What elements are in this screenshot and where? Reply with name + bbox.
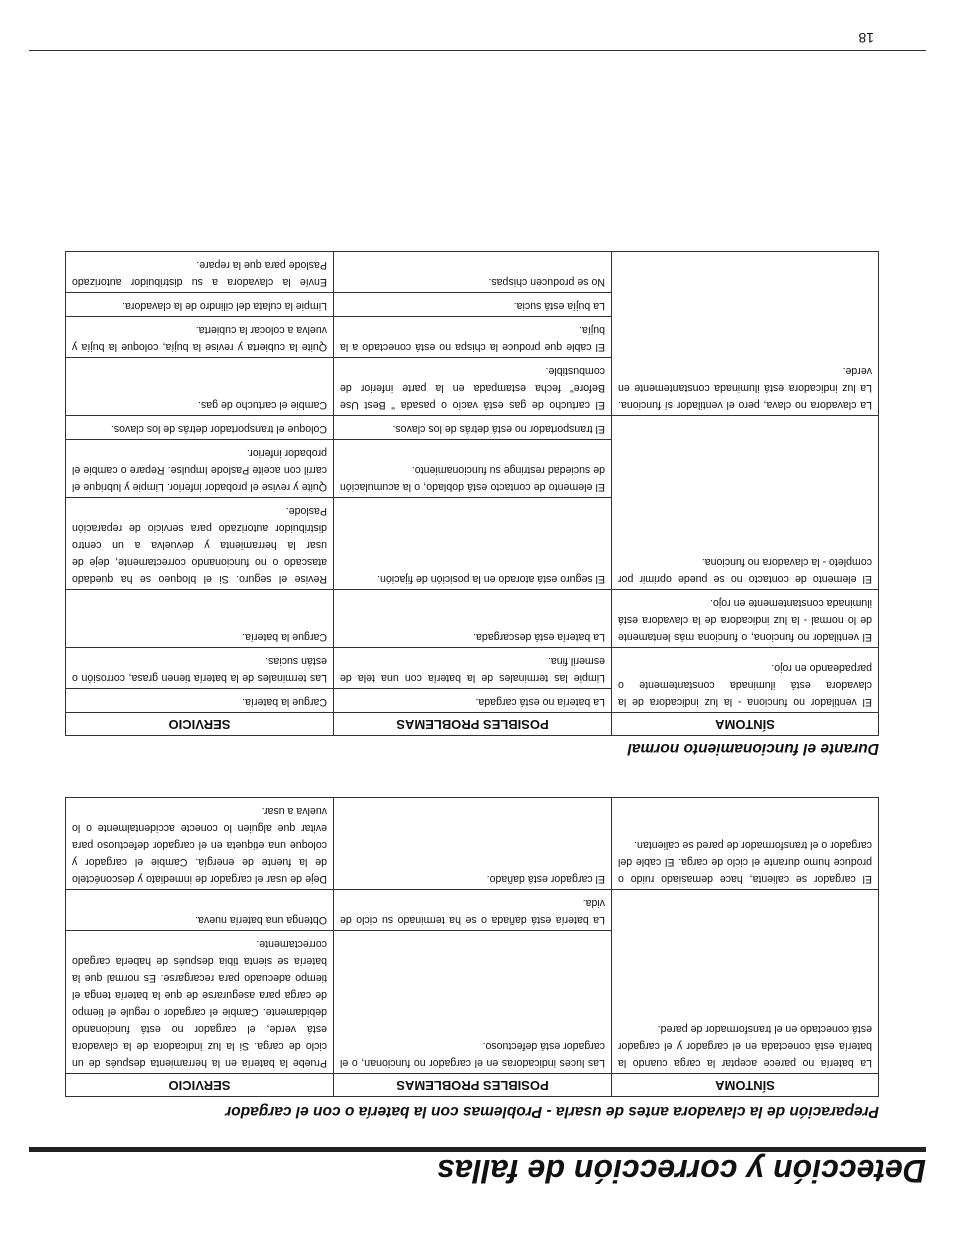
service-cell: Cargue la batería. xyxy=(66,590,334,648)
footer-rule xyxy=(29,50,926,51)
column-header-service: SERVICIO xyxy=(66,713,334,736)
service-cell: Envíe la clavadora a su distribuidor autorizado Paslode para que la repare. xyxy=(66,252,334,293)
service-cell: Obtenga una batería nueva. xyxy=(66,890,334,931)
table-row xyxy=(66,590,879,648)
symptom-cell: La batería no parece aceptar la carga cuando la batería está conectada en el cargador y el cargador está conectado en el transformador de pared. xyxy=(612,890,879,1074)
table-row xyxy=(66,798,879,890)
problem-cell: La batería no está cargada. xyxy=(334,689,612,713)
battery-charger-table xyxy=(65,797,879,1097)
service-cell: Quite la cubierta y revise la bujía, coloque la bujía y vuelva a colocar la cubierta. xyxy=(66,317,334,358)
service-cell: Quite y revise el probador inferior. Limpie y lubrique el carril con aceite Paslode Impulse. Repare o cambie el probador inferior. xyxy=(66,440,334,498)
problem-cell: El transportador no está detrás de los clavos. xyxy=(334,416,612,440)
problem-cell: La batería está descargada. xyxy=(334,590,612,648)
section-heading-battery: Preparación de la clavadora antes de usarla - Problemas con la batería o con el cargador xyxy=(225,1103,879,1120)
problem-cell: La batería está dañada o se ha terminado su ciclo de vida. xyxy=(334,890,612,931)
problem-cell: La bujía está sucia. xyxy=(334,293,612,317)
column-header-symptom: SÍNTOMA xyxy=(612,1074,879,1097)
problem-cell: Limpie las terminales de la batería con una tela de esmeril fina. xyxy=(334,648,612,689)
section-heading-normal-operation: Durante el funcionamiento normal xyxy=(627,740,879,757)
symptom-cell: La clavadora no clava, pero el ventilador sí funciona. La luz indicadora está iluminada constantemente en verde. xyxy=(612,252,879,416)
table-header-row xyxy=(66,713,879,736)
service-cell: Deje de usar el cargador de inmediato y desconéctelo de la fuente de energía. Cambie el cargador y coloque una etiqueta en el cargador defectuoso para evitar que alguien lo conecte accidentalmente o lo vuelva a usar. xyxy=(66,798,334,890)
problem-cell: Las luces indicadoras en el cargador no funcionan, o el cargador está defectuoso. xyxy=(334,931,612,1074)
symptom-cell: El ventilador no funciona - la luz indicadora de la clavadora está iluminada constantemente o parpadeando en rojo. xyxy=(612,648,879,713)
table-row xyxy=(66,689,879,713)
table-header-row xyxy=(66,1074,879,1097)
symptom-cell: El cargador se calienta, hace demasiado ruido o produce humo durante el ciclo de carga. El cable del cargador o el transformador de pared se calientan. xyxy=(612,798,879,890)
service-cell: Pruebe la batería en la herramienta después de un ciclo de carga. Si la luz indicadora de la clavadora está verde, el cargador no está funcionando debidamente. Cambie el cargador o regule el tiempo de carga para asegurarse de que la batería tenga el tiempo adecuado para recargarse. Es normal que la batería se sienta tibia después de haberla cargado correctamente. xyxy=(66,931,334,1074)
column-header-symptom: SÍNTOMA xyxy=(612,713,879,736)
page-number: 18 xyxy=(858,30,874,46)
table-row xyxy=(66,498,879,590)
problem-cell: No se producen chispas. xyxy=(334,252,612,293)
problem-cell: El elemento de contacto está doblado, o la acumulación de suciedad restringe su funcionamiento. xyxy=(334,440,612,498)
service-cell: Revise el seguro. Si el bloqueo se ha quedado atascado o no funcionando correctamente, deje de usar la herramienta y devuelva a un centro distribuidor autorizado para servicio de reparación Paslode. xyxy=(66,498,334,590)
column-header-problems: POSIBLES PROBLEMAS xyxy=(334,1074,612,1097)
service-cell: Cargue la batería. xyxy=(66,689,334,713)
table-row xyxy=(66,358,879,416)
problem-cell: El cable que produce la chispa no está conectado a la bujía. xyxy=(334,317,612,358)
service-cell: Cambie el cartucho de gas. xyxy=(66,358,334,416)
title-rule xyxy=(29,1147,926,1152)
service-cell: Las terminales de la batería tienen grasa, corrosión o están sucias. xyxy=(66,648,334,689)
symptom-cell: El ventilador no funciona, o funciona más lentamente de lo normal - la luz indicadora de la clavadora está iluminada constantemente en rojo. xyxy=(612,590,879,648)
table-row xyxy=(66,931,879,1074)
symptom-cell: El elemento de contacto no se puede oprimir por completo - la clavadora no funciona. xyxy=(612,416,879,590)
column-header-problems: POSIBLES PROBLEMAS xyxy=(334,713,612,736)
problem-cell: El cartucho de gas está vacío o pasada " Best Use Before" fecha estampada en la parte inferior de combustible. xyxy=(334,358,612,416)
service-cell: Limpie la culata del cilindro de la clavadora. xyxy=(66,293,334,317)
service-cell: Coloque el transportador detrás de los clavos. xyxy=(66,416,334,440)
problem-cell: El seguro está atorado en la posición de fijación. xyxy=(334,498,612,590)
normal-operation-table xyxy=(65,251,879,736)
column-header-service: SERVICIO xyxy=(66,1074,334,1097)
page-title: Detección y corrección de fallas xyxy=(436,1153,926,1189)
problem-cell: El cargador está dañado. xyxy=(334,798,612,890)
